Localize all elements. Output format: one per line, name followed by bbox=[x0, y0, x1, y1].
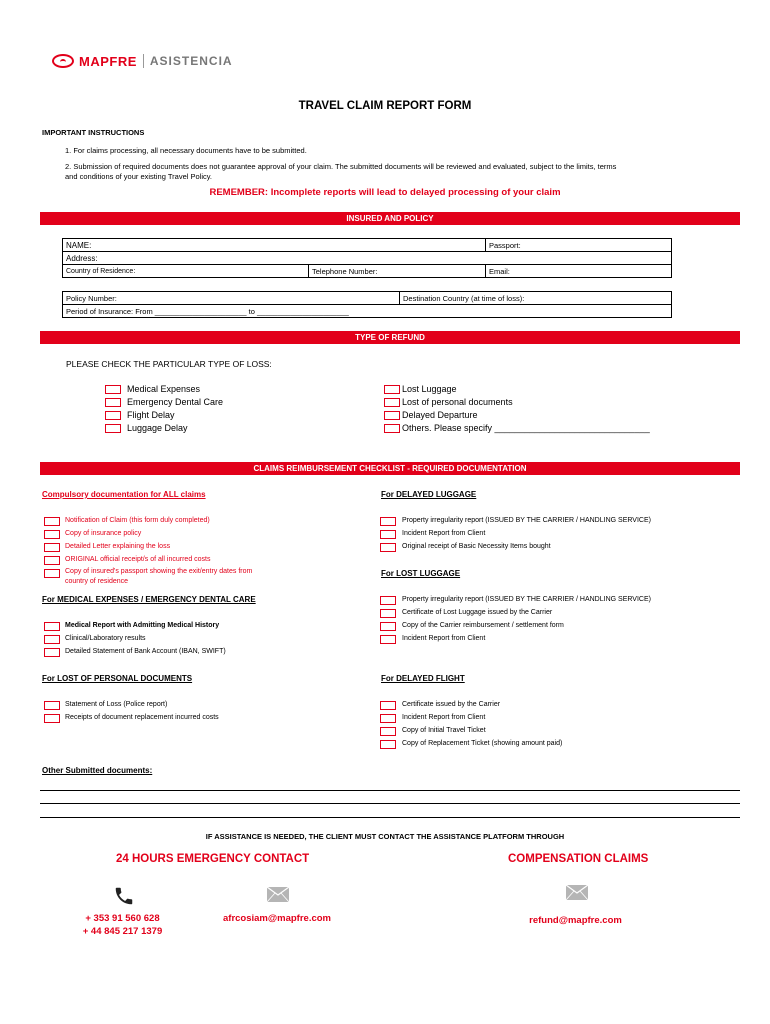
other-documents-line-3[interactable] bbox=[40, 817, 740, 818]
delayed-luggage-checkbox-2[interactable] bbox=[380, 530, 396, 539]
destination-field[interactable]: Destination Country (at time of loss): bbox=[400, 292, 672, 305]
instruction-1: 1. For claims processing, all necessary documents have to be submitted. bbox=[65, 146, 307, 155]
dental-care-checkbox[interactable] bbox=[105, 398, 121, 407]
compulsory-item-5-continued: country of residence bbox=[65, 578, 129, 585]
type-of-refund-bar: TYPE OF REFUND bbox=[40, 331, 740, 344]
delayed-flight-checkbox-4[interactable] bbox=[380, 740, 396, 749]
phone-number-2[interactable]: + 44 845 217 1379 bbox=[82, 926, 163, 937]
lost-luggage-item-4: Incident Report from Client bbox=[402, 635, 486, 642]
medical-checkbox-2[interactable] bbox=[44, 635, 60, 644]
policy-number-field[interactable]: Policy Number: bbox=[63, 292, 400, 305]
phone-number-1[interactable]: + 353 91 560 628 bbox=[85, 913, 160, 924]
logo-divider bbox=[143, 54, 144, 68]
lost-documents-heading: For LOST OF PERSONAL DOCUMENTS bbox=[42, 674, 193, 683]
logo-brand: MAPFRE bbox=[79, 53, 137, 69]
instructions-heading: IMPORTANT INSTRUCTIONS bbox=[42, 128, 145, 137]
lost-documents-checkbox-2[interactable] bbox=[44, 714, 60, 723]
option-lost-documents: Lost of personal documents bbox=[402, 397, 513, 407]
compulsory-item-3: Detailed Letter explaining the loss bbox=[65, 543, 171, 550]
phone-icon bbox=[113, 885, 135, 907]
option-others: Others. Please specify _______________________________ bbox=[402, 423, 650, 433]
medical-heading: For MEDICAL EXPENSES / EMERGENCY DENTAL CARE bbox=[42, 595, 256, 604]
checklist-bar: CLAIMS REIMBURSEMENT CHECKLIST - REQUIRED DOCUMENTATION bbox=[40, 462, 740, 475]
compulsory-checkbox-1[interactable] bbox=[44, 517, 60, 526]
lost-luggage-checkbox-2[interactable] bbox=[380, 609, 396, 618]
delayed-flight-item-3: Copy of Initial Travel Ticket bbox=[402, 727, 486, 734]
compulsory-item-4: ORIGINAL official receipt/s of all incurred costs bbox=[65, 556, 211, 563]
option-flight-delay: Flight Delay bbox=[127, 410, 175, 420]
emergency-contact-heading: 24 HOURS EMERGENCY CONTACT bbox=[116, 853, 310, 865]
compulsory-item-1: Notification of Claim (this form duly completed) bbox=[65, 517, 210, 524]
policy-table bbox=[62, 291, 672, 318]
medical-item-1: Medical Report with Admitting Medical History bbox=[65, 622, 220, 629]
lost-documents-checkbox[interactable] bbox=[384, 398, 400, 407]
lost-luggage-item-2: Certificate of Lost Luggage issued by the Carrier bbox=[402, 609, 553, 616]
email-envelope-icon bbox=[267, 887, 289, 902]
email-field[interactable]: Email: bbox=[486, 265, 672, 278]
delayed-luggage-item-3: Original receipt of Basic Necessity Items bought bbox=[402, 543, 551, 550]
other-documents-line-1[interactable] bbox=[40, 790, 740, 791]
other-documents-line-2[interactable] bbox=[40, 803, 740, 804]
insured-table bbox=[62, 238, 672, 278]
delayed-flight-heading: For DELAYED FLIGHT bbox=[381, 674, 465, 683]
passport-field[interactable]: Passport: bbox=[486, 239, 672, 252]
flight-delay-checkbox[interactable] bbox=[105, 411, 121, 420]
others-checkbox[interactable] bbox=[384, 424, 400, 433]
lost-luggage-item-3: Copy of the Carrier reimbursement / settlement form bbox=[402, 622, 564, 629]
compensation-claims-heading: COMPENSATION CLAIMS bbox=[508, 853, 649, 865]
compulsory-item-5: Copy of insured's passport showing the exit/entry dates from bbox=[65, 568, 253, 575]
logo-division: ASISTENCIA bbox=[149, 54, 233, 68]
remember-note: REMEMBER: Incomplete reports will lead to delayed processing of your claim bbox=[209, 187, 561, 198]
form-title: TRAVEL CLAIM REPORT FORM bbox=[298, 100, 472, 112]
option-delayed-departure: Delayed Departure bbox=[402, 410, 478, 420]
delayed-flight-checkbox-1[interactable] bbox=[380, 701, 396, 710]
phone-numbers bbox=[70, 912, 175, 938]
delayed-luggage-item-1: Property irregularity report (ISSUED BY THE CARRIER / HANDLING SERVICE) bbox=[402, 517, 651, 524]
medical-checkbox-3[interactable] bbox=[44, 648, 60, 657]
delayed-luggage-checkbox-3[interactable] bbox=[380, 543, 396, 552]
mapfre-logo bbox=[52, 52, 233, 70]
compensation-envelope-icon bbox=[566, 885, 588, 900]
loss-type-heading: PLEASE CHECK THE PARTICULAR TYPE OF LOSS: bbox=[66, 359, 272, 369]
delayed-luggage-item-2: Incident Report from Client bbox=[402, 530, 486, 537]
refund-email[interactable]: refund@mapfre.com bbox=[529, 915, 622, 926]
lost-documents-checkbox-1[interactable] bbox=[44, 701, 60, 710]
telephone-field[interactable]: Telephone Number: bbox=[309, 265, 486, 278]
option-luggage-delay: Luggage Delay bbox=[127, 423, 188, 433]
delayed-luggage-heading: For DELAYED LUGGAGE bbox=[381, 490, 477, 499]
instruction-2: 2. Submission of required documents does not guarantee approval of your claim. The submitted documents will be reviewed and evaluated, subject to the limits, terms and conditions of your existing Travel Policy. bbox=[65, 162, 617, 181]
mapfre-emblem-icon bbox=[52, 54, 74, 68]
compulsory-checkbox-4[interactable] bbox=[44, 556, 60, 565]
emergency-email[interactable]: afrcosiam@mapfre.com bbox=[223, 913, 331, 924]
assistance-note: IF ASSISTANCE IS NEEDED, THE CLIENT MUST CONTACT THE ASSISTANCE PLATFORM THROUGH bbox=[205, 832, 565, 841]
address-field[interactable]: Address: bbox=[63, 252, 672, 265]
lost-documents-item-2: Receipts of document replacement incurred costs bbox=[65, 714, 219, 721]
delayed-flight-item-1: Certificate issued by the Carrier bbox=[402, 701, 501, 708]
medical-item-3: Detailed Statement of Bank Account (IBAN, SWIFT) bbox=[65, 648, 226, 655]
lost-luggage-checkbox-3[interactable] bbox=[380, 622, 396, 631]
other-documents-heading: Other Submitted documents: bbox=[42, 766, 153, 775]
delayed-flight-item-4: Copy of Replacement Ticket (showing amount paid) bbox=[402, 740, 563, 747]
delayed-flight-checkbox-2[interactable] bbox=[380, 714, 396, 723]
compulsory-heading: Compulsory documentation for ALL claims bbox=[42, 490, 206, 499]
option-medical-expenses: Medical Expenses bbox=[127, 384, 201, 394]
option-lost-luggage: Lost Luggage bbox=[402, 384, 457, 394]
luggage-delay-checkbox[interactable] bbox=[105, 424, 121, 433]
lost-luggage-checkbox-1[interactable] bbox=[380, 596, 396, 605]
option-dental-care: Emergency Dental Care bbox=[127, 397, 224, 407]
compulsory-item-2: Copy of insurance policy bbox=[65, 530, 142, 537]
delayed-luggage-checkbox-1[interactable] bbox=[380, 517, 396, 526]
medical-item-2: Clinical/Laboratory results bbox=[65, 635, 146, 642]
medical-checkbox-1[interactable] bbox=[44, 622, 60, 631]
lost-documents-item-1: Statement of Loss (Police report) bbox=[65, 701, 168, 708]
insured-policy-bar: INSURED AND POLICY bbox=[40, 212, 740, 225]
name-field[interactable]: NAME: bbox=[63, 239, 486, 252]
period-field[interactable]: Period of Insurance: From ______________________ to ______________________ bbox=[63, 305, 672, 318]
lost-luggage-item-1: Property irregularity report (ISSUED BY THE CARRIER / HANDLING SERVICE) bbox=[402, 596, 651, 603]
compulsory-checkbox-5[interactable] bbox=[44, 569, 60, 578]
country-field[interactable]: Country of Residence: bbox=[63, 265, 309, 278]
lost-luggage-checkbox[interactable] bbox=[384, 385, 400, 394]
delayed-flight-checkbox-3[interactable] bbox=[380, 727, 396, 736]
delayed-flight-item-2: Incident Report from Client bbox=[402, 714, 486, 721]
medical-expenses-checkbox[interactable] bbox=[105, 385, 121, 394]
lost-luggage-checkbox-4[interactable] bbox=[380, 635, 396, 644]
delayed-departure-checkbox[interactable] bbox=[384, 411, 400, 420]
compulsory-checkbox-3[interactable] bbox=[44, 543, 60, 552]
compulsory-checkbox-2[interactable] bbox=[44, 530, 60, 539]
lost-luggage-heading: For LOST LUGGAGE bbox=[381, 569, 461, 578]
